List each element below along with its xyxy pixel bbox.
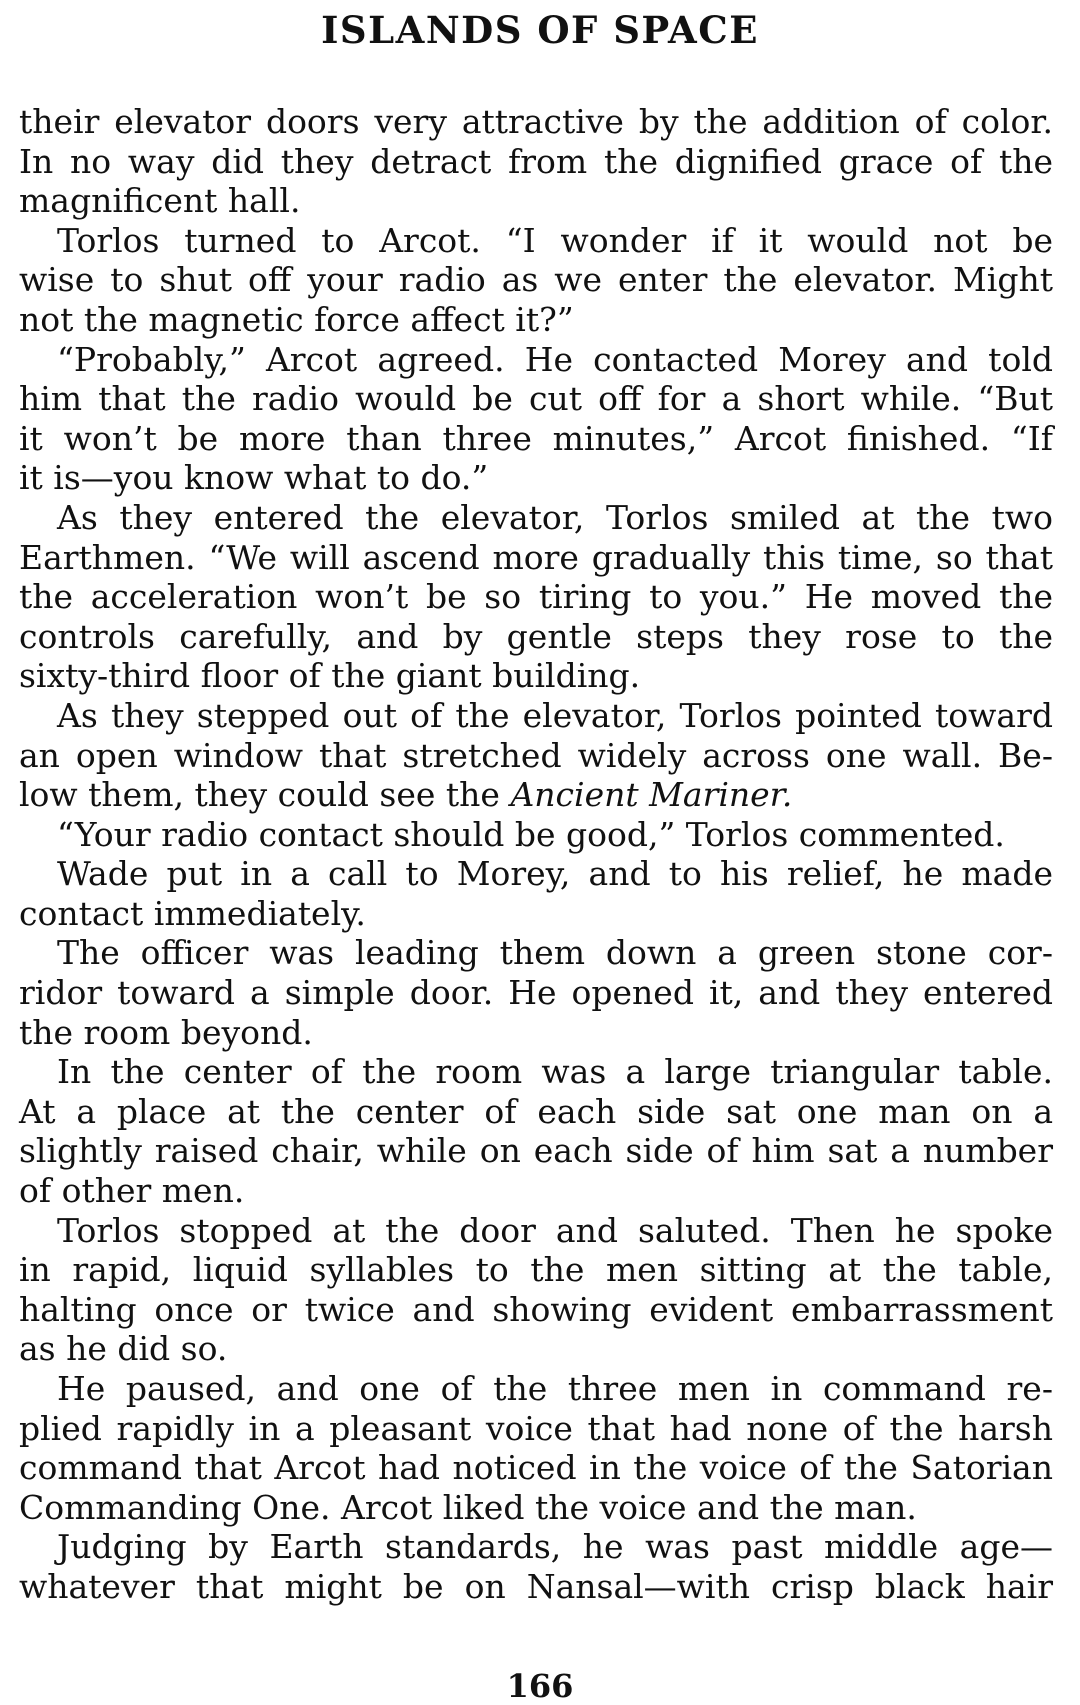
text-line: magnificent hall. — [19, 181, 301, 221]
text-line: in rapid, liquid syllables to the men sitting at the table, — [19, 1250, 1053, 1290]
text-line: the acceleration won’t be so tiring to you.” He moved the — [19, 577, 1053, 617]
text-line: halting once or twice and showing evident embarrassment — [19, 1289, 1053, 1329]
text-line: Commanding One. Arcot liked the voice and the man. — [19, 1487, 917, 1527]
body-text — [19, 102, 1053, 1607]
text-line: controls carefully, and by gentle steps they rose to the — [19, 616, 1053, 656]
text-line: The officer was leading them down a green stone cor- — [57, 933, 1053, 973]
text-line: “Your radio contact should be good,” Torlos commented. — [57, 814, 1005, 854]
text-line: him that the radio would be cut off for a short while. “But — [19, 379, 1053, 419]
text-line: “Probably,” Arcot agreed. He contacted Morey and told — [57, 339, 1053, 379]
text-line: Torlos turned to Arcot. “I wonder if it would not be — [57, 220, 1053, 260]
text-line: wise to shut off your radio as we enter the elevator. Might — [19, 260, 1053, 300]
text-line: In the center of the room was a large triangular table. — [57, 1052, 1053, 1092]
paragraph — [19, 1052, 1053, 1210]
text-line: slightly raised chair, while on each side of him sat a number — [19, 1131, 1053, 1171]
text-line — [19, 775, 1053, 815]
text-line: As they stepped out of the elevator, Torlos pointed toward — [57, 695, 1053, 735]
text-line: contact immediately. — [19, 893, 366, 933]
paragraph — [19, 1527, 1053, 1606]
text-line: it is—you know what to do.” — [19, 458, 489, 498]
text-line: as he did so. — [19, 1329, 228, 1369]
paragraph — [19, 221, 1053, 340]
paragraph — [19, 498, 1053, 696]
text-line: the room beyond. — [19, 1012, 313, 1052]
paragraph — [19, 815, 1053, 855]
text-line: As they entered the elevator, Torlos smiled at the two — [57, 497, 1053, 537]
text-line: sixty-third floor of the giant building. — [19, 656, 641, 696]
text-line: command that Arcot had noticed in the voice of the Satorian — [19, 1448, 1053, 1488]
ship-name-italic: Ancient Mariner. — [510, 775, 793, 815]
paragraph — [19, 102, 1053, 221]
text-line: Judging by Earth standards, he was past middle age— — [57, 1527, 1053, 1567]
paragraph — [19, 1369, 1053, 1527]
text-line: ridor toward a simple door. He opened it, and they entered — [19, 973, 1053, 1013]
text-line: an open window that stretched widely across one wall. Be- — [19, 735, 1053, 775]
text-line: plied rapidly in a pleasant voice that had none of the harsh — [19, 1408, 1053, 1448]
paragraph — [19, 340, 1053, 498]
running-head: ISLANDS OF SPACE — [321, 8, 759, 52]
text-line: Earthmen. “We will ascend more gradually this time, so that — [19, 537, 1053, 577]
paragraph — [19, 696, 1053, 815]
text-line: He paused, and one of the three men in command re- — [57, 1369, 1053, 1408]
paragraph — [19, 854, 1053, 933]
text-line: of other men. — [19, 1171, 245, 1211]
text-run: low them, they could see the — [19, 775, 511, 815]
text-line: Torlos stopped at the door and saluted. Then he spoke — [57, 1210, 1053, 1250]
text-line: not the magnetic force affect it?” — [19, 299, 574, 339]
text-line: it won’t be more than three minutes,” Arcot finished. “If — [19, 418, 1053, 458]
paragraph — [19, 1211, 1053, 1369]
text-line: their elevator doors very attractive by the addition of color. — [19, 102, 1053, 141]
paragraph — [19, 933, 1053, 1052]
text-line: Wade put in a call to Morey, and to his relief, he made — [57, 854, 1053, 894]
text-line: whatever that might be on Nansal—with crisp black hair — [19, 1566, 1053, 1606]
page-number: 166 — [506, 1667, 574, 1705]
text-line: At a place at the center of each side sat one man on a — [19, 1091, 1053, 1131]
text-line: In no way did they detract from the dignified grace of the — [19, 141, 1053, 181]
